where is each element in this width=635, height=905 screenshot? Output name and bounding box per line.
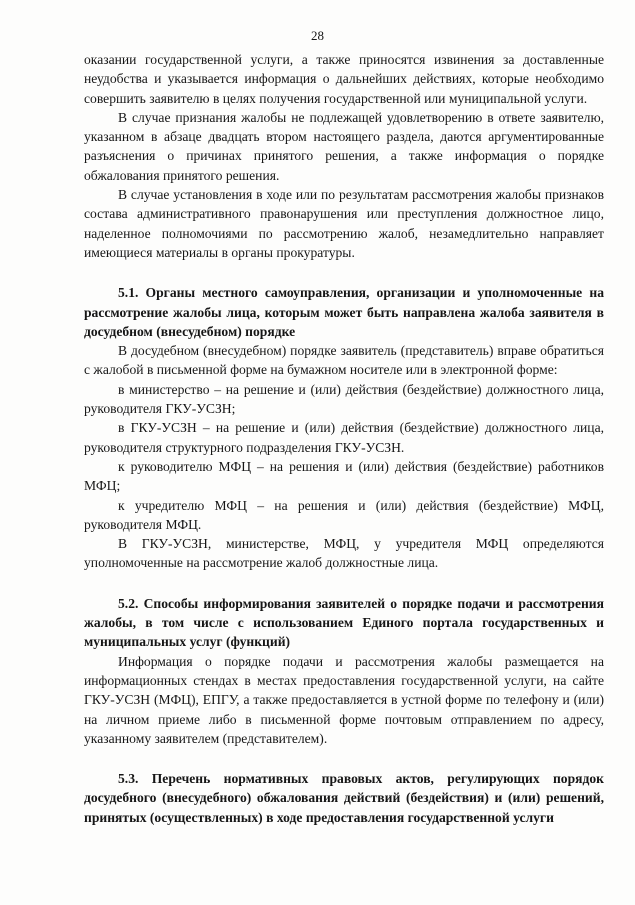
list-item: в министерство – на решение и (или) действия (бездействие) должностного лица, руководителя ГКУ-УСЗН; [84, 381, 604, 417]
section-spacer [84, 748, 604, 769]
section-heading-5-3: 5.3. Перечень нормативных правовых актов, регулирующих порядок досудебного (внесудебного) обжалования действий (бездействия) и (или) решений, принятых (осуществленных) в ходе предоставления государственной услуги [84, 771, 604, 825]
section-spacer [84, 262, 604, 283]
paragraph: Информация о порядке подачи и рассмотрения жалобы размещается на информационных стендах в местах предоставления государственной услуги, на сайте ГКУ-УСЗН (МФЦ), ЕПГУ, а также предоставляется в устной форме по телефону и (или) на личном приеме либо в письменной форме почтовым отправлением по адресу, указанному заявителем (представителем). [84, 653, 604, 746]
paragraph: В случае установления в ходе или по результатам рассмотрения жалобы признаков состава административного правонарушения или преступления должностное лицо, наделенное полномочиями по рассмотрению жалоб, незамедлительно направляет имеющиеся материалы в органы прокуратуры. [84, 187, 604, 260]
section-heading-5-1: 5.1. Органы местного самоуправления, организации и уполномоченные на рассмотрение жалобы лица, которым может быть направлена жалоба заявителя в досудебном (внесудебном) порядке [84, 285, 604, 339]
paragraph: В досудебном (внесудебном) порядке заявитель (представитель) вправе обратиться с жалобой в письменной форме на бумажном носителе или в электронной форме: [84, 343, 604, 378]
list-item: к руководителю МФЦ – на решения и (или) действия (бездействие) работников МФЦ; [84, 458, 604, 494]
paragraph: оказании государственной услуги, а также приносятся извинения за доставленные неудобства и указывается информация о дальнейших действиях, которые необходимо совершить заявителю в целях получения государственной или муниципальной услуги. [84, 52, 604, 106]
paragraph: В ГКУ-УСЗН, министерстве, МФЦ, у учредителя МФЦ определяются уполномоченные на рассмотрение жалоб должностные лица. [84, 536, 604, 571]
list-item: к учредителю МФЦ – на решения и (или) действия (бездействие) МФЦ, руководителя МФЦ. [84, 497, 604, 532]
page-content [84, 50, 604, 827]
page-number: 28 [311, 28, 324, 43]
section-heading-5-2: 5.2. Способы информирования заявителей о порядке подачи и рассмотрения жалобы, в том числе с использованием Единого портала государственных и муниципальных услуг (функций) [84, 595, 604, 650]
paragraph: В случае признания жалобы не подлежащей удовлетворению в ответе заявителю, указанном в абзаце двадцать втором настоящего раздела, даются аргументированные разъяснения о причинах принятого решения, а также информация о порядке обжалования принятого решения. [84, 109, 604, 183]
section-spacer [84, 573, 604, 594]
list-item: в ГКУ-УСЗН – на решение и (или) действия (бездействие) должностного лица, руководителя структурного подразделения ГКУ-УСЗН. [84, 420, 604, 455]
